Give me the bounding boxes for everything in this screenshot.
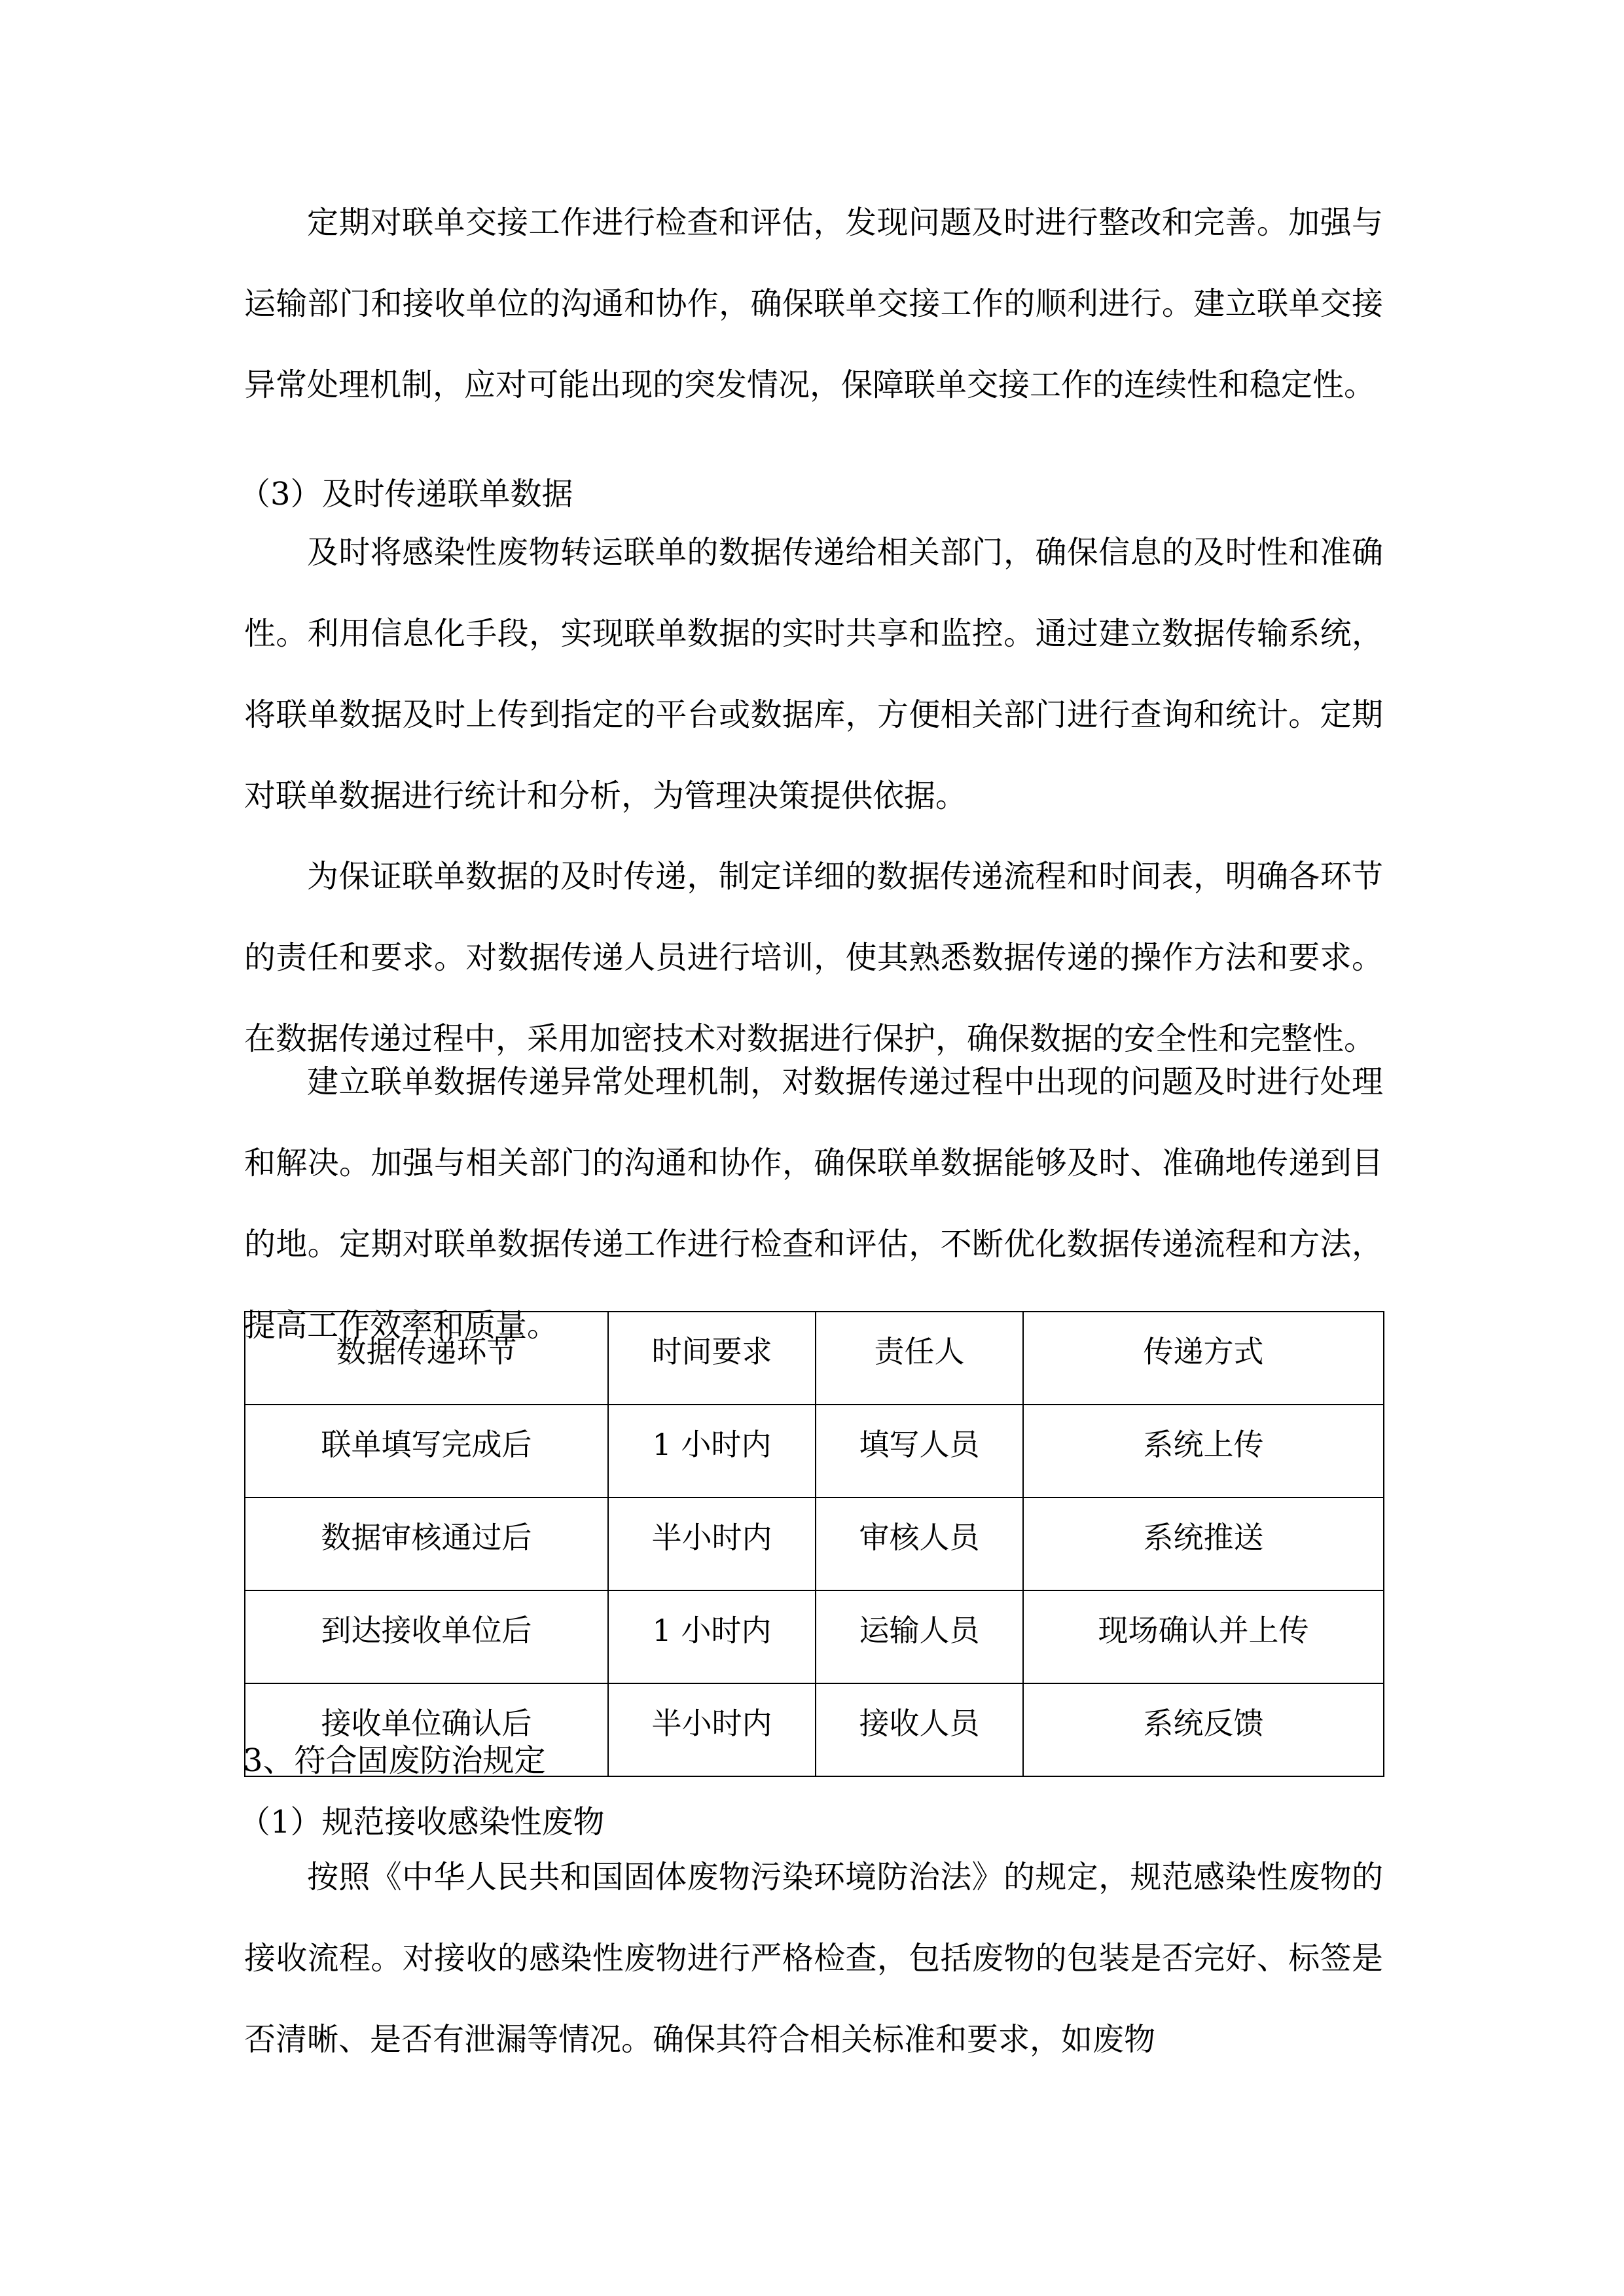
table-cell: 填写人员: [816, 1405, 1023, 1498]
table-cell: 运输人员: [816, 1590, 1023, 1683]
table-cell: 半小时内: [608, 1498, 816, 1590]
table-header-cell: 数据传递环节: [245, 1312, 608, 1405]
table-row: [245, 1405, 1384, 1498]
table-header-cell: 责任人: [816, 1312, 1023, 1405]
section-heading: 3、符合固废防治规定: [243, 1742, 546, 1779]
paragraph: 按照《中华人民共和国固体废物污染环境防治法》的规定，规范感染性废物的接收流程。对接收的感染性废物进行严格检查，包括废物的包装是否完好、标签是否清晰、是否有泄漏等情况。确保其符合相关标准和要求，如废物: [244, 1859, 1383, 2058]
table-cell: 联单填写完成后: [245, 1405, 608, 1498]
table-cell: 接收人员: [816, 1683, 1023, 1776]
table-cell: 现场确认并上传: [1023, 1590, 1384, 1683]
table-cell: 1 小时内: [608, 1590, 816, 1683]
table-cell: 审核人员: [816, 1498, 1023, 1590]
paragraph: 定期对联单交接工作进行检查和评估，发现问题及时进行整改和完善。加强与运输部门和接收单位的沟通和协作，确保联单交接工作的顺利进行。建立联单交接异常处理机制，应对可能出现的突发情况，保障联单交接工作的连续性和稳定性。: [244, 204, 1383, 403]
paragraph: 为保证联单数据的及时传递，制定详细的数据传递流程和时间表，明确各环节的责任和要求。对数据传递人员进行培训，使其熟悉数据传递的操作方法和要求。在数据传递过程中，采用加密技术对数据进行保护，确保数据的安全性和完整性。: [244, 858, 1383, 1057]
paragraph: 建立联单数据传递异常处理机制，对数据传递过程中出现的问题及时进行处理和解决。加强与相关部门的沟通和协作，确保联单数据能够及时、准确地传递到目的地。定期对联单数据传递工作进行检查和评估，不断优化数据传递流程和方法，提高工作效率和质量。: [244, 1064, 1383, 1344]
table-cell: 半小时内: [608, 1683, 816, 1776]
table-cell: 系统推送: [1023, 1498, 1384, 1590]
subsection-heading: （3）及时传递联单数据: [239, 476, 573, 512]
table-cell: 到达接收单位后: [245, 1590, 608, 1683]
table-cell: 数据审核通过后: [245, 1498, 608, 1590]
table-row: [245, 1590, 1384, 1683]
table-row: [245, 1498, 1384, 1590]
table-header-row: [245, 1312, 1384, 1405]
table-header-cell: 时间要求: [608, 1312, 816, 1405]
paragraph: 及时将感染性废物转运联单的数据传递给相关部门，确保信息的及时性和准确性。利用信息化手段，实现联单数据的实时共享和监控。通过建立数据传输系统，将联单数据及时上传到指定的平台或数据库，方便相关部门进行查询和统计。定期对联单数据进行统计和分析，为管理决策提供依据。: [244, 534, 1383, 814]
table-cell: 1 小时内: [608, 1405, 816, 1498]
subsection-heading: （1）规范接收感染性废物: [239, 1804, 605, 1840]
table-cell: 系统上传: [1023, 1405, 1384, 1498]
table-cell: 系统反馈: [1023, 1683, 1384, 1776]
table-header-cell: 传递方式: [1023, 1312, 1384, 1405]
data-transfer-table: [244, 1311, 1384, 1777]
table-cell: 接收单位确认后: [245, 1683, 608, 1776]
